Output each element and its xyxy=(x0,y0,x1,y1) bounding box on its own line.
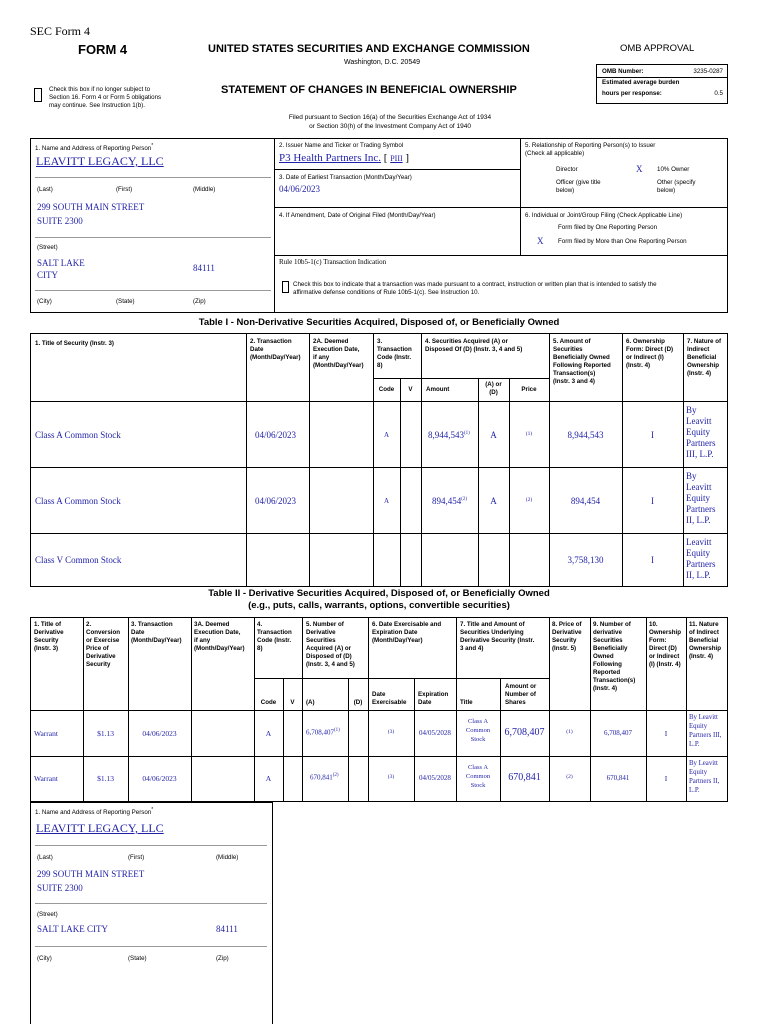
t2-row1-form: I xyxy=(664,729,668,738)
earliest-date-label: 3. Date of Earliest Transaction (Month/Day/Year) xyxy=(279,174,412,181)
t1-row1-code: A xyxy=(383,431,390,439)
reporting2-first-label: (First) xyxy=(128,854,145,861)
reporting2-label: 1. Name and Address of Reporting Person* xyxy=(35,807,154,817)
t1-row1-form: I xyxy=(651,430,654,440)
rule-title: Rule 10b5-1(c) Transaction Indication xyxy=(279,258,387,266)
t2-sub-code: Code xyxy=(260,699,277,706)
t1-row1-nature: By Leavitt Equity Partners III, L.P. xyxy=(686,405,716,459)
t1-row2-code: A xyxy=(383,497,390,505)
last-label: (Last) xyxy=(37,186,53,193)
t1-row1-ad: A xyxy=(490,430,497,440)
reporting-person-name[interactable]: LEAVITT LEGACY, LLC xyxy=(36,154,164,168)
filed-pursuant: Filed pursuant to Section 16(a) of the Securities Exchange Act of 1934 or Section 30(h) of the Investment Company Act of 1940 xyxy=(288,114,492,130)
t2-row2-title: Warrant xyxy=(34,774,58,783)
t1-h-date: 2. Transaction Date (Month/Day/Year) xyxy=(250,338,301,361)
first-label: (First) xyxy=(116,186,133,193)
ten-pct-owner-option[interactable]: 10% Owner xyxy=(657,166,690,173)
t2-row2-code: A xyxy=(265,774,272,783)
reporting2-street-2: SUITE 2300 xyxy=(37,883,83,893)
city-line-2: CITY xyxy=(37,270,58,280)
statement-title: STATEMENT OF CHANGES IN BENEFICIAL OWNERSHIP xyxy=(221,84,517,96)
no-longer-subject-text: Check this box if no longer subject to Section 16. Form 4 or Form 5 obligations may continue. See Instruction 1(b). xyxy=(49,86,162,109)
reporting2-street-label: (Street) xyxy=(37,911,58,918)
reporting2-name[interactable]: LEAVITT LEGACY, LLC xyxy=(36,821,164,835)
street-line-2: SUITE 2300 xyxy=(37,216,83,226)
t2-row1-date: 04/06/2023 xyxy=(142,729,177,738)
filing-more-mark: X xyxy=(537,236,544,246)
t2-sub-expiration: Expiration Date xyxy=(418,691,449,706)
t1-row3-owned: 3,758,130 xyxy=(567,555,604,565)
t1-h-code: 3. Transaction Code (Instr. 8) xyxy=(377,338,412,369)
t1-row2-owned: 894,454 xyxy=(570,496,601,506)
earliest-date: 04/06/2023 xyxy=(279,184,321,194)
agency-city: Washington, D.C. 20549 xyxy=(344,59,421,66)
t2-sub-d: (D) xyxy=(353,699,363,706)
t1-row1-price: (1) xyxy=(525,431,533,437)
reporting2-city-label: (City) xyxy=(37,955,52,962)
t2-h-price: 8. Price of Derivative Security (Instr. 5) xyxy=(552,621,582,652)
t1-h-securities: 4. Securities Acquired (A) or Disposed Of (D) (Instr. 3, 4 and 5) xyxy=(425,338,523,353)
sec-form-label: SEC Form 4 xyxy=(30,24,91,38)
filing-more-option[interactable]: Form filed by More than One Reporting Person xyxy=(558,238,687,245)
t1-row1-title: Class A Common Stock xyxy=(35,430,121,440)
t2-h-nature: 11. Nature of Indirect Beneficial Ownership (Instr. 4) xyxy=(689,621,721,660)
t2-row2-u-amount: 670,841 xyxy=(508,772,541,783)
filing-one-option[interactable]: Form filed by One Reporting Person xyxy=(558,224,658,231)
t2-h-underlying: 7. Title and Amount of Securities Underlying Derivative Security (Instr. 3 and 4) xyxy=(460,621,535,652)
t1-row2-title: Class A Common Stock xyxy=(35,496,121,506)
hours-value: 0.5 xyxy=(714,90,723,97)
t2-h-exercisable: 6. Date Exercisable and Expiration Date (Month/Day/Year) xyxy=(372,621,442,644)
t1-sub-price: Price xyxy=(521,386,537,393)
t1-row1-amount: 8,944,543$^{(1)}$ xyxy=(428,430,470,440)
relationship-label: 5. Relationship of Reporting Person(s) to Issuer (Check all applicable) xyxy=(525,142,656,157)
t1-h-deemed: 2A. Deemed Execution Date, if any (Month/Day/Year) xyxy=(313,338,364,369)
issuer-name[interactable]: P3 Health Partners Inc. [ PIII ] xyxy=(279,152,410,164)
t2-sub-v: V xyxy=(290,699,295,706)
t2-row1-owned: 6,708,407 xyxy=(604,729,632,737)
t2-row1-title: Warrant xyxy=(34,729,58,738)
t2-h-owned: 9. Number of derivative Securities Beneficially Owned Following Reported Transaction(s) (Instr. 4) xyxy=(593,621,636,692)
omb-number: 3235-0287 xyxy=(693,68,723,75)
zip-label: (Zip) xyxy=(193,298,206,305)
t2-sub-amount: Amount or Number of Shares xyxy=(505,683,537,706)
rule-checkbox[interactable] xyxy=(282,281,289,293)
t2-sub-date-ex: Date Exercisable xyxy=(372,691,407,706)
city-label: (City) xyxy=(37,298,52,305)
t1-row1-date: 04/06/2023 xyxy=(255,430,297,440)
t2-row2-owned: 670,841 xyxy=(606,774,630,782)
t1-h-amount-owned: 5. Amount of Securities Beneficially Owned Following Reported Transaction(s) (Instr. 3 and 4) xyxy=(553,338,611,385)
t1-sub-v: V xyxy=(408,386,413,393)
t1-h-nature: 7. Nature of Indirect Beneficial Ownership (Instr. 4) xyxy=(687,338,722,377)
state-label: (State) xyxy=(116,298,135,305)
t2-row2-a: 670,841$^{(2)}$ xyxy=(310,773,339,782)
t2-row1-u-title: Class A Common Stock xyxy=(465,718,491,743)
t1-row1-owned: 8,944,543 xyxy=(567,430,604,440)
t2-h-conversion: 2. Conversion or Exercise Price of Derivative Security xyxy=(86,621,121,668)
t1-h-title: 1. Title of Security (Instr. 3) xyxy=(35,340,114,347)
t2-row1-expiration: 04/05/2028 xyxy=(419,729,451,737)
agency-title: UNITED STATES SECURITIES AND EXCHANGE COMMISSION xyxy=(208,43,530,55)
omb-approval-label: OMB APPROVAL xyxy=(620,43,695,54)
form-title: FORM 4 xyxy=(78,42,128,57)
t2-h-deemed: 3A. Deemed Execution Date, if any (Month/Day/Year) xyxy=(194,621,245,652)
table1-title: Table I - Non-Derivative Securities Acquired, Disposed of, or Beneficially Owned xyxy=(198,317,560,328)
omb-number-label: OMB Number: xyxy=(602,68,644,75)
reporting2-zip-label: (Zip) xyxy=(216,955,229,962)
middle-label: (Middle) xyxy=(193,186,216,193)
reporting2-middle-label: (Middle) xyxy=(216,854,239,861)
reporting-person-label: 1. Name and Address of Reporting Person* xyxy=(35,143,154,153)
t2-sub-a: (A) xyxy=(306,699,315,706)
t2-row2-date: 04/06/2023 xyxy=(142,774,177,783)
t1-sub-amount: Amount xyxy=(426,386,450,393)
t1-sub-code: Code xyxy=(378,386,395,393)
t2-row1-code: A xyxy=(265,729,272,738)
t2-row1-dprice: (1) xyxy=(566,729,573,735)
table2-title: Table II - Derivative Securities Acquired, Disposed of, or Beneficially Owned (e.g., puts, calls, warrants, options, convertible securities) xyxy=(208,588,550,611)
filing-type-label: 6. Individual or Joint/Group Filing (Check Applicable Line) xyxy=(525,212,683,219)
t1-row2-amount: 894,454$^{(2)}$ xyxy=(432,496,468,506)
director-option[interactable]: Director xyxy=(556,166,578,173)
t2-row1-u-amount: 6,708,407 xyxy=(504,727,545,738)
reporting2-street-1: 299 SOUTH MAIN STREET xyxy=(37,869,145,879)
t1-row3-form: I xyxy=(651,555,654,565)
t1-row3-title: Class V Common Stock xyxy=(35,555,122,565)
reporting2-state-label: (State) xyxy=(128,955,147,962)
table1 xyxy=(30,333,728,587)
t1-row2-ad: A xyxy=(490,496,497,506)
t2-row1-nature: By Leavitt Equity Partners III, L.P. xyxy=(689,714,722,748)
t2-row2-exercisable: (3) xyxy=(387,774,395,780)
reporting2-city: SALT LAKE CITY xyxy=(37,924,109,934)
t1-row3-nature: Leavitt Equity Partners II, L.P. xyxy=(686,537,716,580)
t2-row1-a: 6,708,407$^{(1)}$ xyxy=(306,728,340,737)
burden-label: Estimated average burden xyxy=(602,79,680,86)
t2-h-ownership-form: 10. Ownership Form: Direct (D) or Indirect (I) (Instr. 4) xyxy=(649,621,681,668)
t1-row2-nature: By Leavitt Equity Partners II, L.P. xyxy=(686,471,716,525)
ten-pct-mark: X xyxy=(636,164,643,174)
t1-row2-form: I xyxy=(651,496,654,506)
issuer-label: 2. Issuer Name and Ticker or Trading Symbol xyxy=(279,142,404,149)
officer-option[interactable]: Officer (give title below) xyxy=(556,179,601,194)
t2-h-code: 4. Transaction Code (Instr. 8) xyxy=(257,621,292,652)
t1-h-ownership-form: 6. Ownership Form: Direct (D) or Indirect (I) (Instr. 4) xyxy=(626,338,674,369)
t2-row2-nature: By Leavitt Equity Partners II, L.P. xyxy=(689,760,720,794)
t1-row2-date: 04/06/2023 xyxy=(255,496,297,506)
reporting2-zip: 84111 xyxy=(216,924,238,934)
city-line-1: SALT LAKE xyxy=(37,258,85,268)
street-label: (Street) xyxy=(37,244,58,251)
omb-box xyxy=(596,64,728,104)
t2-row2-dprice: (2) xyxy=(566,774,573,780)
zip-value: 84111 xyxy=(193,263,215,273)
hours-label: hours per response: xyxy=(602,90,662,97)
t1-row2-price: (2) xyxy=(525,497,533,503)
t2-h-title: 1. Title of Derivative Security (Instr. 3) xyxy=(34,621,64,652)
t2-h-date: 3. Transaction Date (Month/Day/Year) xyxy=(131,621,182,644)
t2-row2-form: I xyxy=(664,774,668,783)
t1-sub-ad: (A) or (D) xyxy=(485,381,502,396)
amendment-label: 4. If Amendment, Date of Original Filed (Month/Day/Year) xyxy=(279,212,436,219)
no-longer-subject-checkbox[interactable] xyxy=(34,88,42,102)
reporting2-last-label: (Last) xyxy=(37,854,53,861)
t2-row1-price: $1.13 xyxy=(97,729,114,738)
t2-sub-title: Title xyxy=(460,699,473,706)
t2-row2-price: $1.13 xyxy=(97,774,114,783)
rule-text: Check this box to indicate that a transaction was made pursuant to a contract, instruction or written plan that is intended to satisfy the affirmative defense conditions of Rule 10b5-1(c). See Instruction 10. xyxy=(293,281,657,296)
t2-row2-u-title: Class A Common Stock xyxy=(465,764,491,789)
other-option[interactable]: Other (specify below) xyxy=(657,179,696,194)
t2-row1-exercisable: (3) xyxy=(387,729,395,735)
street-line-1: 299 SOUTH MAIN STREET xyxy=(37,202,145,212)
t2-row2-expiration: 04/05/2028 xyxy=(419,774,451,782)
t2-h-number: 5. Number of Derivative Securities Acquired (A) or Disposed of (D) (Instr. 3, 4 and 5) xyxy=(306,621,355,668)
